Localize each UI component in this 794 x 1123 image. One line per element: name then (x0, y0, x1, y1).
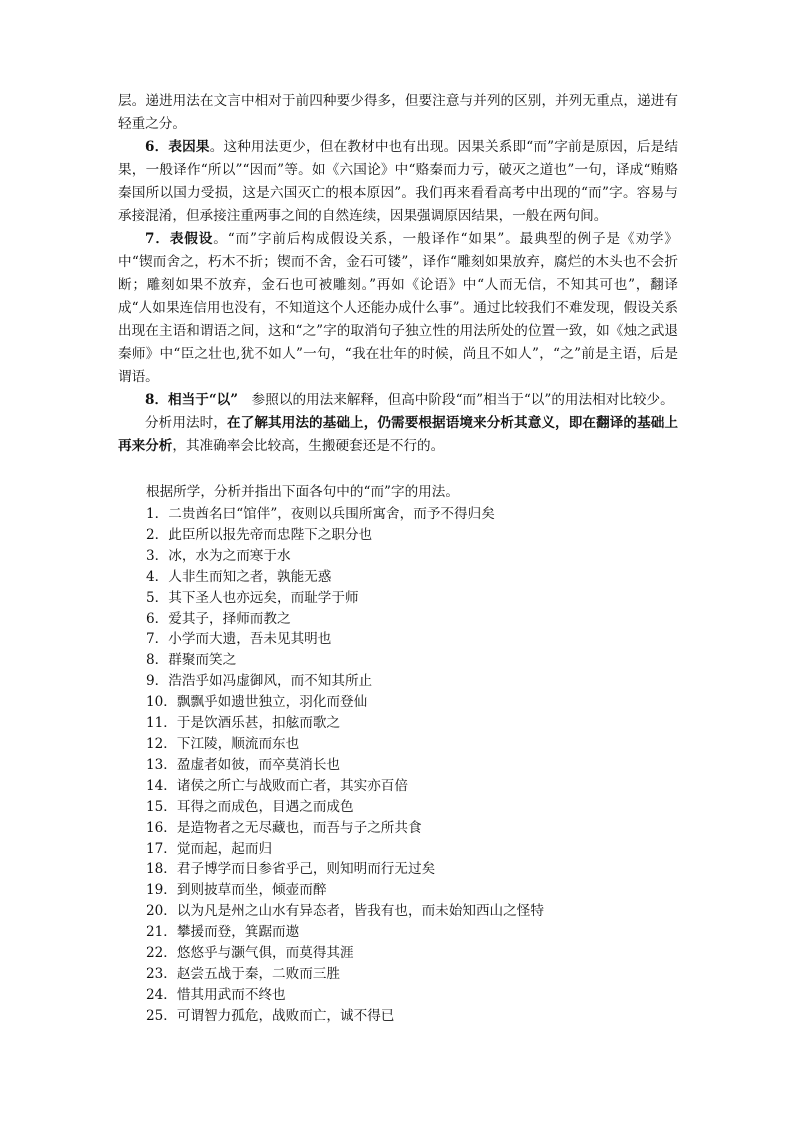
section-gap (118, 458, 678, 481)
exercise-item: 25．可谓智力孤危，战败而亡，诚不得已 (146, 1007, 395, 1024)
hypothesis-heading: 7．表假设 (145, 231, 214, 247)
exercise-item: 23．赵尝五战于秦，二败而三胜 (146, 965, 341, 982)
exercise-item: 3．冰，水为之而寒于水 (146, 547, 291, 564)
exercise-item: 16．是造物者之无尽藏也，而吾与子之所共食 (146, 819, 422, 836)
exercise-item: 22．悠悠乎与灏气俱，而莫得其涯 (146, 945, 354, 962)
exercise-item: 2．此臣所以报先帝而忠陛下之职分也 (146, 526, 373, 543)
exercise-item: 8．群聚而笑之 (146, 652, 237, 669)
cause-effect-heading: 6．表因果 (145, 139, 210, 155)
exercise-item: 20．以为凡是州之山水有异态者，皆我有也，而未始知西山之怪特 (146, 903, 544, 920)
exercise-item: 13．盈虚者如彼，而卒莫消长也 (146, 756, 341, 773)
exercise-item: 15．耳得之而成色，目遇之而成色 (146, 798, 354, 815)
exercise-item: 1．二贵酋名曰“馆伴”，夜则以兵围所寓舍，而予不得归矣 (146, 506, 495, 522)
equivalent-yi-body: 参照以的用法来解释，但高中阶段“而”相当于“以”的用法相对比较少。 (238, 392, 674, 408)
advice-tail: ，其准确率会比较高，生搬硬套还是不行的。 (172, 438, 445, 454)
exercise-item: 10．飘飘乎如遗世独立，羽化而登仙 (146, 694, 368, 711)
exercise-item: 12．下江陵，顺流而东也 (146, 735, 300, 752)
exercise-item: 21．攀援而登，箕踞而遨 (146, 924, 300, 941)
exercise-item: 7．小学而大遗，吾未见其明也 (146, 631, 332, 648)
paragraph-analysis-advice (118, 412, 678, 458)
exercise-item: 18．君子博学而日参省乎己，则知明而行无过矣 (146, 861, 436, 878)
exercise-item: 6．爱其子，择师而教之 (146, 610, 291, 627)
exercise-item: 17．觉而起，起而归 (146, 840, 273, 857)
exercise-item: 9．浩浩乎如冯虚御风，而不知其所止 (146, 673, 373, 690)
paragraph-equivalent-yi (118, 389, 678, 412)
paragraph-cause-effect (118, 136, 678, 228)
hypothesis-body: 。“而”字前后构成假设关系，一般译作“如果”。最典型的例子是《劝学》中“锲而舍之，朽木不折；锲而不舍，金石可镂”，译作“雕刻如果放弃，腐烂的木头也不会折断；雕刻如果不放弃，金石也可被雕刻。”再如《论语》中“人而无信，不知其可也”，翻译成“人如果连信用也没有，不知道这个人还能办成什么事”。通过比较我们不难发现，假设关系出现在主语和谓语之间，这和“之”字的取消句子独立性的用法所处的位置一致，如《烛之武退秦师》中“臣之壮也,犹不如人”一句，“我在壮年的时候，尚且不如人”，“之”前是主语，后是谓语。 (118, 231, 678, 385)
document-page (118, 90, 678, 1027)
exercise-item: 11．于是饮酒乐甚，扣舷而歌之 (146, 715, 341, 732)
paragraph-progressive-end: 层。递进用法在文言中相对于前四种要少得多，但要注意与并列的区别，并列无重点，递进有轻重之分。 (118, 93, 678, 132)
equivalent-yi-heading: 8．相当于“以” (145, 392, 239, 408)
exercise-item: 24．惜其用武而不终也 (146, 986, 286, 1003)
advice-lead: 分析用法时， (145, 415, 228, 431)
exercise-prompt: 根据所学，分析并指出下面各句中的“而”字的用法。 (146, 484, 459, 500)
exercise-item: 14．诸侯之所亡与战败而亡者，其实亦百倍 (146, 777, 408, 794)
exercise-item: 4．人非生而知之者，孰能无惑 (146, 568, 332, 585)
exercise-item: 19．到则披草而坐，倾壶而醉 (146, 882, 327, 899)
cause-effect-body: 。这种用法更少，但在教材中也有出现。因果关系即“而”字前是原因，后是结果，一般译作“所以”“因而”等。如《六国论》中“赂秦而力亏，破灭之道也”一句，译成“贿赂秦国所以国力受损，这是六国灭亡的根本原因”。我们再来看看高考中出现的“而”字。容易与承接混淆，但承接注重两事之间的自然连续，因果强调原因结果，一般在两句间。 (118, 139, 678, 224)
exercise-list (118, 504, 678, 1027)
exercise-item: 5．其下圣人也亦远矣，而耻学于师 (146, 589, 359, 606)
advice-emphasis: 在了解其用法的基础上，仍需要根据语境来分析其意义，即在翻译的基础上再来分析 (118, 415, 679, 454)
paragraph-hypothesis (118, 228, 678, 389)
